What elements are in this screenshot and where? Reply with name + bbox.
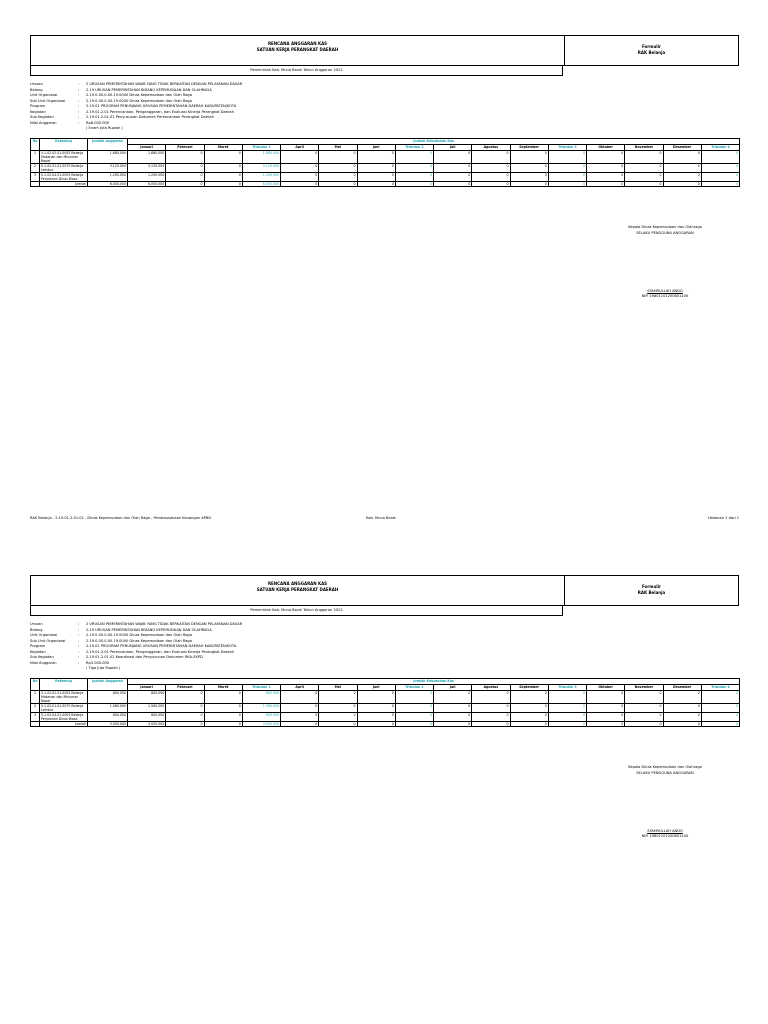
- title-line-2: SATUAN KERJA PERANGKAT DAERAH: [256, 587, 339, 592]
- col-group-kebutuhan-kas: Jumlah Kebutuhan Kas: [128, 138, 740, 144]
- col-month: Agustus: [472, 144, 510, 150]
- row-cell-feb: 0: [166, 703, 204, 712]
- col-rekening: Rekening: [40, 138, 88, 150]
- info-label: Kegiatan: [30, 649, 46, 654]
- rak-table: [30, 678, 740, 727]
- col-no: No: [31, 678, 40, 690]
- total-cell-okt: 0: [587, 181, 625, 186]
- row-cell-des: 0: [663, 163, 701, 172]
- info-label: Program: [30, 104, 46, 108]
- row-cell-tw3: 0: [548, 712, 586, 721]
- row-cell-tw1: 1.560.000: [242, 703, 280, 712]
- row-cell-jan: 3.120.000: [128, 163, 166, 172]
- row-cell-tw4: 0: [701, 163, 739, 172]
- total-cell-tw4: 0: [701, 181, 739, 186]
- row-cell-feb: 0: [166, 172, 204, 181]
- col-rekening: Rekening: [40, 678, 88, 690]
- row-cell-apr: 0: [281, 690, 319, 703]
- info-value: ( Tiga Juta Rupiah ): [86, 666, 121, 670]
- row-cell-mei: 0: [319, 172, 357, 181]
- info-colon: :: [78, 649, 80, 654]
- row-no: 1: [31, 690, 40, 703]
- col-month: Maret: [204, 684, 242, 690]
- row-cell-sep: 0: [510, 172, 548, 181]
- info-value: 2.19.01.2.01 Perencanaan, Penganggaran, dan Evaluasi Kinerja Perangkat Daerah: [86, 649, 234, 654]
- info-colon: :: [78, 633, 80, 637]
- row-cell-mar: 0: [204, 690, 242, 703]
- row-cell-jul: 0: [434, 150, 472, 163]
- row-jumlah: 800.000: [88, 690, 128, 703]
- info-colon: :: [78, 644, 80, 648]
- total-cell-jun: 0: [357, 721, 395, 726]
- sign-line-1: Kepala Dinas Kepemudaan dan Olahraga: [628, 765, 702, 769]
- total-cell-jan: 3.000.000: [128, 721, 166, 726]
- table-row: [31, 150, 740, 163]
- footer-right: Halaman 1 dari 1: [707, 516, 739, 520]
- info-label: Program: [30, 644, 46, 648]
- total-cell-apr: 0: [281, 721, 319, 726]
- total-cell-sep: 0: [510, 181, 548, 186]
- row-cell-tw2: 0: [395, 703, 433, 712]
- info-colon: :: [78, 87, 80, 92]
- total-cell-tw3: 0: [548, 181, 586, 186]
- row-cell-jul: 0: [434, 703, 472, 712]
- total-no: [31, 181, 40, 186]
- row-cell-feb: 0: [166, 150, 204, 163]
- total-cell-des: 0: [663, 181, 701, 186]
- row-cell-mei: 0: [319, 690, 357, 703]
- row-cell-jul: 0: [434, 172, 472, 181]
- row-cell-jul: 0: [434, 712, 472, 721]
- row-cell-des: 0: [663, 712, 701, 721]
- info-value: 2.19 URUSAN PEMERINTAHAN BIDANG KEPEMUDAAN DAN OLAHRAGA: [86, 627, 212, 632]
- signer-name: SYAHRULLAH ANDO: [647, 829, 683, 833]
- total-cell-apr: 0: [281, 181, 319, 186]
- col-month: Triwulan 2: [395, 144, 433, 150]
- table-row: [31, 163, 740, 172]
- info-label: Sub Kegiatan: [30, 655, 54, 659]
- info-colon: :: [78, 638, 80, 643]
- sign-line-1: Kepala Dinas Kepemudaan dan Olahraga: [628, 225, 702, 229]
- col-month: Januari: [128, 144, 166, 150]
- footer-center: Kab. Muna Barat: [366, 516, 396, 520]
- total-cell-sep: 0: [510, 721, 548, 726]
- row-rekening: 5.1.02.02.01.0052 Belanja Makanan dan Minuman Rapat: [40, 690, 88, 703]
- row-cell-sep: 0: [510, 163, 548, 172]
- row-cell-mei: 0: [319, 163, 357, 172]
- col-month: September: [510, 144, 548, 150]
- subtitle: Pemerintah Kab. Muna Barat Tahun Anggaran 2022: [30, 606, 563, 616]
- row-cell-sep: 0: [510, 690, 548, 703]
- col-month: Juli: [434, 684, 472, 690]
- info-colon: :: [78, 109, 80, 114]
- row-cell-agu: 0: [472, 712, 510, 721]
- row-cell-tw4: 0: [701, 172, 739, 181]
- info-label: Bidang: [30, 87, 43, 92]
- total-cell-mar: 0: [204, 181, 242, 186]
- row-cell-okt: 0: [587, 690, 625, 703]
- row-cell-tw4: 0: [701, 703, 739, 712]
- col-jumlah-anggaran: Jumlah Anggaran: [88, 138, 128, 150]
- row-rekening: 5.1.02.01.01.0075 Belanja Lembur: [40, 703, 88, 712]
- col-month: Triwulan 1: [242, 684, 280, 690]
- row-cell-tw4: 0: [701, 690, 739, 703]
- row-cell-tw4: 0: [701, 712, 739, 721]
- total-cell-feb: 0: [166, 721, 204, 726]
- info-value: 2.19.01.2.01.01 Penyusunan Dokumen Perencanaan Perangkat Daerah: [86, 115, 214, 119]
- col-no: No: [31, 138, 40, 150]
- row-cell-jun: 0: [357, 172, 395, 181]
- row-cell-des: 0: [663, 172, 701, 181]
- row-cell-jul: 0: [434, 690, 472, 703]
- row-cell-jun: 0: [357, 163, 395, 172]
- col-month: Triwulan 3: [548, 684, 586, 690]
- row-cell-nov: 0: [625, 163, 663, 172]
- row-cell-nov: 0: [625, 712, 663, 721]
- total-cell-jun: 0: [357, 181, 395, 186]
- row-cell-des: 0: [663, 150, 701, 163]
- footer-left: RAK Belanja - 2.19.01.2.01.01 - Dinas Kepemudaan dan Olah Raga - Penatausahaan Keuangan APBD: [30, 516, 212, 520]
- info-label: Sub Unit Organisasi: [30, 638, 66, 643]
- row-cell-nov: 0: [625, 172, 663, 181]
- row-cell-mei: 0: [319, 712, 357, 721]
- header-box: [30, 35, 739, 66]
- total-no: [31, 721, 40, 726]
- rak-section-1: [30, 35, 739, 187]
- row-cell-tw2: 0: [395, 150, 433, 163]
- row-cell-sep: 0: [510, 712, 548, 721]
- row-cell-apr: 0: [281, 163, 319, 172]
- info-block: [30, 82, 739, 132]
- col-month: Triwulan 4: [701, 144, 739, 150]
- row-cell-jan: 800.000: [128, 690, 166, 703]
- row-cell-tw2: 0: [395, 172, 433, 181]
- col-month: Agustus: [472, 684, 510, 690]
- signer-name: SYAHRULLAH ANDO: [647, 289, 683, 293]
- form-name: RAK Belanja: [637, 590, 666, 595]
- row-cell-jul: 0: [434, 163, 472, 172]
- total-jumlah: 6.000.000: [88, 181, 128, 186]
- col-month: Juni: [357, 684, 395, 690]
- row-cell-mar: 0: [204, 172, 242, 181]
- row-cell-apr: 0: [281, 172, 319, 181]
- info-label: Sub Unit Organisasi: [30, 98, 66, 103]
- info-colon: :: [78, 627, 80, 632]
- row-cell-okt: 0: [587, 150, 625, 163]
- row-cell-sep: 0: [510, 703, 548, 712]
- total-jumlah: 3.000.000: [88, 721, 128, 726]
- col-month: April: [281, 684, 319, 690]
- form-name: RAK Belanja: [637, 50, 666, 55]
- total-cell-jul: 0: [434, 181, 472, 186]
- col-month: November: [625, 684, 663, 690]
- info-colon: :: [78, 98, 80, 103]
- row-jumlah: 600.000: [88, 712, 128, 721]
- table-row: [31, 712, 740, 721]
- info-label: Unit Organisasi: [30, 93, 58, 97]
- col-month: Triwulan 1: [242, 144, 280, 150]
- page-footer: [30, 516, 739, 524]
- total-cell-nov: 0: [625, 181, 663, 186]
- row-no: 3: [31, 172, 40, 181]
- row-cell-tw2: 0: [395, 690, 433, 703]
- row-jumlah: 3.120.000: [88, 163, 128, 172]
- total-cell-des: 0: [663, 721, 701, 726]
- total-cell-mei: 0: [319, 721, 357, 726]
- row-jumlah: 1.680.000: [88, 150, 128, 163]
- info-value: Rp8.000.000: [86, 120, 110, 125]
- row-cell-des: 0: [663, 703, 701, 712]
- row-cell-nov: 0: [625, 703, 663, 712]
- row-cell-agu: 0: [472, 172, 510, 181]
- row-cell-nov: 0: [625, 690, 663, 703]
- info-label: Kegiatan: [30, 109, 46, 114]
- total-cell-nov: 0: [625, 721, 663, 726]
- info-row: [30, 126, 739, 132]
- col-month: Desember: [663, 684, 701, 690]
- row-cell-jan: 1.200.000: [128, 172, 166, 181]
- total-cell-tw2: 0: [395, 181, 433, 186]
- title-line-1: RENCANA ANGGARAN KAS: [267, 581, 328, 586]
- info-colon: :: [78, 115, 80, 119]
- col-month: April: [281, 144, 319, 150]
- info-value: 2.19.01 PROGRAM PENUNJANG URUSAN PEMERINTAHAN DAERAH KABUPATEN/KOTA: [86, 644, 237, 648]
- total-row: [31, 181, 740, 186]
- row-cell-agu: 0: [472, 150, 510, 163]
- row-cell-feb: 0: [166, 163, 204, 172]
- row-rekening: 5.1.02.04.01.0003 Belanja Perjalanan Dinas Biasa: [40, 712, 88, 721]
- col-month: Mei: [319, 144, 357, 150]
- col-month: November: [625, 144, 663, 150]
- signature-block: [600, 765, 730, 838]
- row-cell-tw2: 0: [395, 163, 433, 172]
- info-value: 2.19.0.00.0.00.19.0000 Dinas Kepemudaan dan Olah Raga: [86, 638, 192, 643]
- info-value: 2.19.01 PROGRAM PENUNJANG URUSAN PEMERINTAHAN DAERAH KABUPATEN/KOTA: [86, 104, 237, 108]
- row-cell-mei: 0: [319, 703, 357, 712]
- row-cell-tw3: 0: [548, 150, 586, 163]
- info-colon: :: [78, 104, 80, 108]
- table-row: [31, 172, 740, 181]
- table-row: [31, 690, 740, 703]
- row-cell-mar: 0: [204, 712, 242, 721]
- header-box: [30, 575, 739, 606]
- row-cell-nov: 0: [625, 150, 663, 163]
- info-colon: :: [78, 660, 80, 665]
- col-month: Juli: [434, 144, 472, 150]
- info-value: 2 URUSAN PEMERINTAHAN WAJIB YANG TIDAK BERKAITAN DENGAN PELAYANAN DASAR: [86, 622, 243, 626]
- info-value: Rp3.000.000: [86, 660, 110, 665]
- sign-line-2: SELAKU PENGGUNA ANGGARAN: [636, 231, 694, 235]
- info-label: Nilai Anggaran: [30, 120, 57, 125]
- info-value: 2.19.01.2.01.02 Koordinasi dan Penyusunan Dokumen RKA-SKPD: [86, 655, 203, 659]
- total-label: Jumlah: [40, 181, 88, 186]
- info-value: 2.19.0.00.0.00.19.0000 Dinas Kepemudaan dan Olah Raga: [86, 93, 192, 97]
- col-group-kebutuhan-kas: Jumlah Kebutuhan Kas: [128, 678, 740, 684]
- row-cell-agu: 0: [472, 690, 510, 703]
- row-cell-jan: 600.000: [128, 712, 166, 721]
- total-cell-tw1: 6.000.000: [242, 181, 280, 186]
- row-rekening: 5.1.02.02.01.0052 Belanja Makanan dan Minuman Rapat: [40, 150, 88, 163]
- total-cell-okt: 0: [587, 721, 625, 726]
- total-cell-mei: 0: [319, 181, 357, 186]
- col-month: Oktober: [587, 684, 625, 690]
- row-cell-tw1: 3.120.000: [242, 163, 280, 172]
- col-month: September: [510, 684, 548, 690]
- row-cell-tw1: 600.000: [242, 712, 280, 721]
- form-label: Formulir: [641, 584, 662, 589]
- info-row: [30, 666, 739, 672]
- col-month: Triwulan 3: [548, 144, 586, 150]
- info-label: Sub Kegiatan: [30, 115, 54, 119]
- row-cell-sep: 0: [510, 150, 548, 163]
- col-month: Oktober: [587, 144, 625, 150]
- row-rekening: 5.1.02.01.01.0075 Belanja Lembur: [40, 163, 88, 172]
- total-cell-jul: 0: [434, 721, 472, 726]
- row-cell-agu: 0: [472, 703, 510, 712]
- total-cell-tw4: 0: [701, 721, 739, 726]
- info-label: Unit Organisasi: [30, 633, 58, 637]
- row-cell-des: 0: [663, 690, 701, 703]
- col-month: Triwulan 2: [395, 684, 433, 690]
- row-no: 3: [31, 712, 40, 721]
- col-month: Triwulan 4: [701, 684, 739, 690]
- total-cell-agu: 0: [472, 181, 510, 186]
- info-label: Nilai Anggaran: [30, 660, 57, 665]
- sign-line-2: SELAKU PENGGUNA ANGGARAN: [636, 771, 694, 775]
- row-cell-jun: 0: [357, 703, 395, 712]
- row-cell-okt: 0: [587, 703, 625, 712]
- form-label: Formulir: [641, 44, 662, 49]
- col-month: Mei: [319, 684, 357, 690]
- row-cell-apr: 0: [281, 150, 319, 163]
- row-cell-mar: 0: [204, 703, 242, 712]
- info-value: 2.19 URUSAN PEMERINTAHAN BIDANG KEPEMUDAAN DAN OLAHRAGA: [86, 87, 212, 92]
- table-row: [31, 703, 740, 712]
- signer-nip: NIP. 19801101200801100: [641, 834, 689, 838]
- row-cell-okt: 0: [587, 712, 625, 721]
- row-cell-apr: 0: [281, 712, 319, 721]
- row-cell-tw1: 1.200.000: [242, 172, 280, 181]
- total-cell-jan: 6.000.000: [128, 181, 166, 186]
- info-colon: :: [78, 120, 80, 125]
- col-month: Februari: [166, 144, 204, 150]
- col-month: Maret: [204, 144, 242, 150]
- row-cell-feb: 0: [166, 690, 204, 703]
- subtitle: Pemerintah Kab. Muna Barat Tahun Anggaran 2022: [30, 66, 563, 76]
- row-no: 2: [31, 163, 40, 172]
- total-cell-tw1: 3.000.000: [242, 721, 280, 726]
- row-no: 2: [31, 703, 40, 712]
- rak-table: [30, 138, 740, 187]
- row-cell-tw3: 0: [548, 163, 586, 172]
- col-month: Juni: [357, 144, 395, 150]
- total-cell-mar: 0: [204, 721, 242, 726]
- row-cell-tw3: 0: [548, 690, 586, 703]
- rak-section-2: [30, 575, 739, 727]
- info-colon: :: [78, 622, 80, 626]
- info-value: 2 URUSAN PEMERINTAHAN WAJIB YANG TIDAK BERKAITAN DENGAN PELAYANAN DASAR: [86, 82, 243, 86]
- info-block: [30, 622, 739, 672]
- row-cell-tw1: 1.680.000: [242, 150, 280, 163]
- signature-block: [600, 225, 730, 298]
- info-colon: :: [78, 655, 80, 659]
- row-cell-jun: 0: [357, 690, 395, 703]
- row-cell-jun: 0: [357, 712, 395, 721]
- title-line-2: SATUAN KERJA PERANGKAT DAERAH: [256, 47, 339, 52]
- row-cell-mar: 0: [204, 163, 242, 172]
- total-cell-tw2: 0: [395, 721, 433, 726]
- total-label: Jumlah: [40, 721, 88, 726]
- total-cell-agu: 0: [472, 721, 510, 726]
- row-cell-tw3: 0: [548, 703, 586, 712]
- row-cell-okt: 0: [587, 163, 625, 172]
- row-cell-jun: 0: [357, 150, 395, 163]
- info-label: Urusan: [30, 622, 43, 626]
- col-month: Januari: [128, 684, 166, 690]
- row-jumlah: 1.200.000: [88, 172, 128, 181]
- row-cell-tw1: 800.000: [242, 690, 280, 703]
- info-value: 2.19.0.00.0.00.19.0000 Dinas Kepemudaan dan Olah Raga: [86, 98, 192, 103]
- title-line-1: RENCANA ANGGARAN KAS: [267, 41, 328, 46]
- total-cell-feb: 0: [166, 181, 204, 186]
- row-cell-okt: 0: [587, 172, 625, 181]
- info-value: 2.19.01.2.01 Perencanaan, Penganggaran, dan Evaluasi Kinerja Perangkat Daerah: [86, 109, 234, 114]
- row-cell-jan: 1.680.000: [128, 150, 166, 163]
- row-cell-apr: 0: [281, 703, 319, 712]
- row-cell-feb: 0: [166, 712, 204, 721]
- row-no: 1: [31, 150, 40, 163]
- row-rekening: 5.1.02.04.01.0003 Belanja Perjalanan Dinas Biasa: [40, 172, 88, 181]
- row-cell-mar: 0: [204, 150, 242, 163]
- col-jumlah-anggaran: Jumlah Anggaran: [88, 678, 128, 690]
- info-label: Bidang: [30, 627, 43, 632]
- total-cell-tw3: 0: [548, 721, 586, 726]
- row-jumlah: 1.560.000: [88, 703, 128, 712]
- info-colon: :: [78, 82, 80, 86]
- col-month: Desember: [663, 144, 701, 150]
- row-cell-agu: 0: [472, 163, 510, 172]
- info-value: ( Enam Juta Rupiah ): [86, 126, 123, 130]
- row-cell-tw4: 0: [701, 150, 739, 163]
- row-cell-jan: 1.560.000: [128, 703, 166, 712]
- info-label: Urusan: [30, 82, 43, 86]
- signer-nip: NIP. 19801101200801100: [641, 294, 689, 298]
- total-row: [31, 721, 740, 726]
- row-cell-tw2: 0: [395, 712, 433, 721]
- info-value: 2.19.0.00.0.00.19.0000 Dinas Kepemudaan dan Olah Raga: [86, 633, 192, 637]
- row-cell-tw3: 0: [548, 172, 586, 181]
- col-month: Februari: [166, 684, 204, 690]
- row-cell-mei: 0: [319, 150, 357, 163]
- info-colon: :: [78, 93, 80, 97]
